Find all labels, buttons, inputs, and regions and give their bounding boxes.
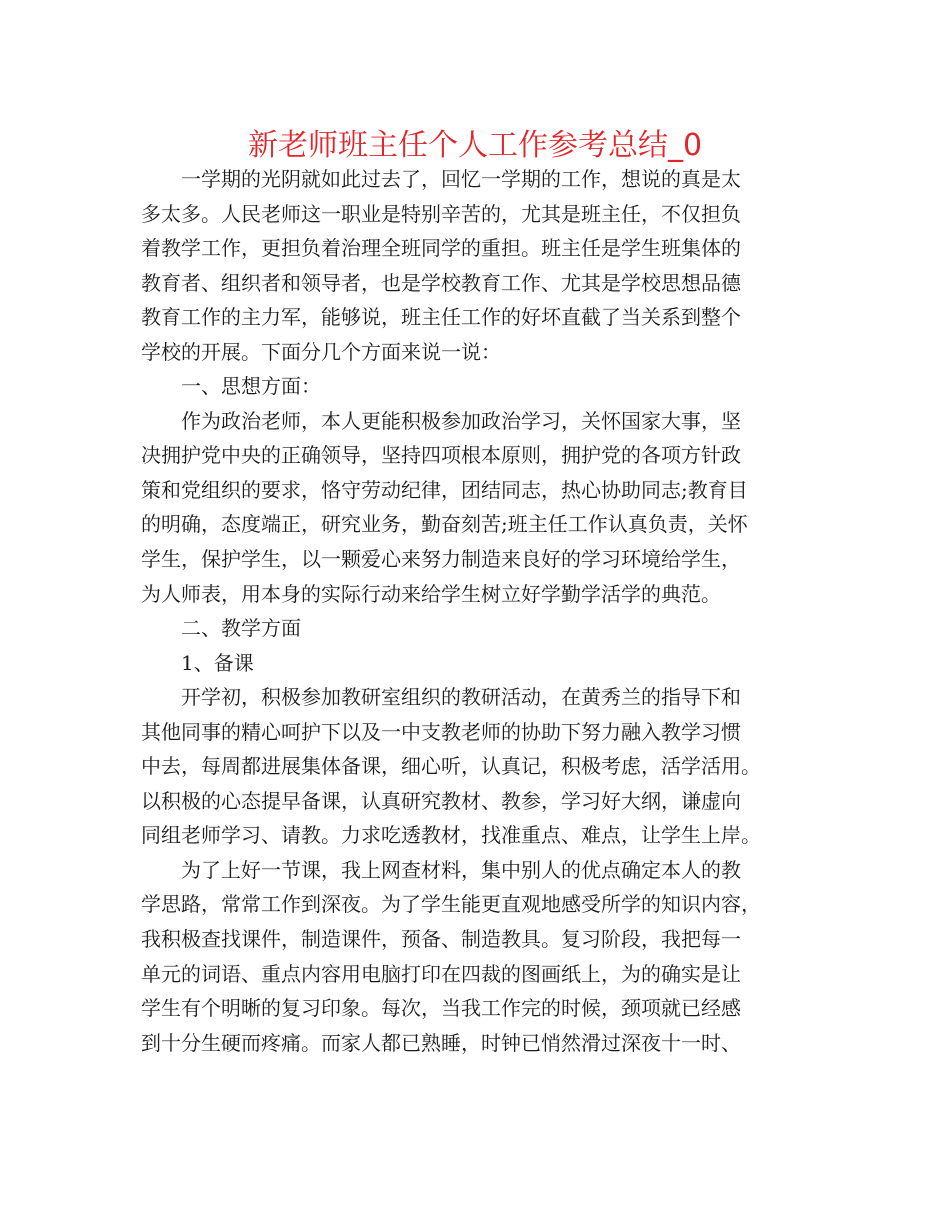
paragraph-line: 作为政治老师，本人更能积极参加政治学习，关怀国家大事，坚 [181, 408, 741, 433]
document-body [141, 162, 813, 1060]
paragraph-line: 我积极查找课件，制造课件，预备、制造教具。复习阶段，我把每一 [141, 927, 741, 952]
paragraph-line: 多太多。人民老师这一职业是特别辛苦的，尤其是班主任，不仅担负 [141, 201, 741, 226]
paragraph-line: 一学期的光阴就如此过去了，回忆一学期的工作，想说的真是太 [181, 167, 741, 191]
paragraph-line: 着教学工作，更担负着治理全班同学的重担。班主任是学生班集体的 [141, 236, 741, 261]
document-title: 新老师班主任个人工作参考总结_0 [247, 128, 703, 163]
paragraph [141, 404, 813, 611]
paragraph-line: 为了上好一节课，我上网查材料，集中别人的优点确定本人的教 [181, 857, 741, 882]
paragraph [141, 611, 813, 646]
paragraph-line: 同组老师学习、请教。力求吃透教材，找准重点、难点，让学生上岸。 [141, 823, 761, 848]
paragraph [141, 646, 813, 681]
paragraph-line: 二、教学方面 [181, 616, 301, 641]
paragraph [141, 162, 813, 369]
paragraph-line: 其他同事的精心呵护下以及一中支教老师的协助下努力融入教学习惯 [141, 719, 741, 744]
paragraph-line: 学生，保护学生，以一颗爱心来努力制造来良好的学习环境给学生， [141, 547, 741, 572]
paragraph-line: 学思路，常常工作到深夜。为了学生能更直观地感受所学的知识内容， [141, 892, 761, 917]
paragraph-line: 一、思想方面： [181, 374, 321, 399]
paragraph-line: 开学初，积极参加教研室组织的教研活动，在黄秀兰的指导下和 [181, 685, 741, 710]
paragraph-line: 学生有个明晰的复习印象。每次，当我工作完的时候，颈项就已经感 [141, 996, 741, 1021]
paragraph-line: 单元的词语、重点内容用电脑打印在四裁的图画纸上，为的确实是让 [141, 961, 741, 986]
paragraph-line: 的明确，态度端正，研究业务，勤奋刻苦;班主任工作认真负责，关怀 [141, 512, 748, 537]
paragraph-line: 中去，每周都进展集体备课，细心听，认真记，积极考虑，活学活用。 [141, 754, 761, 779]
paragraph [141, 680, 813, 853]
paragraph [141, 853, 813, 1060]
paragraph-line: 策和党组织的要求，恪守劳动纪律，团结同志，热心协助同志;教育目 [141, 477, 748, 502]
paragraph-line: 到十分生硬而疼痛。而家人都已熟睡，时钟已悄然滑过深夜十一时、 [141, 1030, 741, 1055]
paragraph [141, 369, 813, 404]
paragraph-line: 学校的开展。下面分几个方面来说一说： [141, 339, 501, 364]
paragraph-line: 决拥护党中央的正确领导，坚持四项根本原则，拥护党的各项方针政 [141, 443, 741, 468]
paragraph-line: 以积极的心态提早备课，认真研究教材、教参，学习好大纲，谦虚向 [141, 788, 741, 813]
paragraph-line: 教育者、组织者和领导者，也是学校教育工作、尤其是学校思想品德 [141, 270, 741, 295]
paragraph-line: 为人师表，用本身的实际行动来给学生树立好学勤学活学的典范。 [141, 581, 721, 606]
paragraph-line: 1、备课 [181, 650, 254, 675]
paragraph-line: 教育工作的主力军，能够说，班主任工作的好坏直截了当关系到整个 [141, 305, 741, 330]
